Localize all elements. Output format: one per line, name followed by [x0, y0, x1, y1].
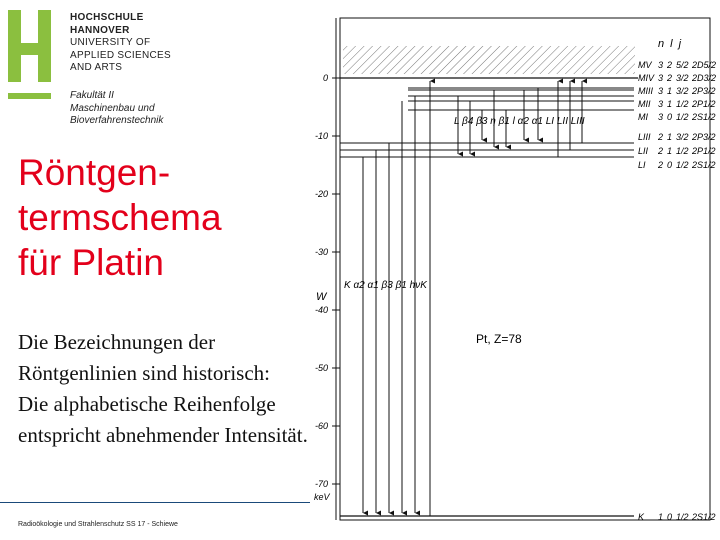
level-name: MIV [638, 73, 655, 83]
level-l: 1 [667, 99, 673, 109]
university-line: HOCHSCHULE [70, 12, 144, 23]
level-j: 1/2 [676, 146, 689, 156]
level-j: 5/2 [676, 60, 689, 70]
energy-level [340, 146, 716, 156]
faculty-name [70, 90, 163, 128]
element-label: Pt, Z=78 [476, 332, 522, 346]
title-line: Röntgen- [18, 152, 171, 193]
level-n: 3 [658, 73, 664, 83]
level-j: 3/2 [676, 132, 689, 142]
hochschule-h-logo-icon [8, 10, 63, 100]
level-j: 3/2 [676, 86, 689, 96]
university-line: AND ARTS [70, 62, 123, 73]
level-l: 0 [667, 512, 673, 522]
level-l: 0 [667, 160, 673, 170]
faculty-line: Fakultät II [70, 90, 114, 101]
energy-level [340, 132, 716, 143]
level-l: 0 [667, 112, 673, 122]
faculty-line: Maschinenbau und [70, 102, 155, 114]
title-line: termschema [18, 197, 222, 238]
l-series-transitions [454, 81, 585, 157]
description-paragraph: Die Bezeichnungen der Röntgenlinien sind historisch: [18, 330, 270, 385]
level-term: 2S1/2 [692, 160, 716, 170]
university-line: UNIVERSITY OF [70, 37, 151, 48]
l-series-label: L β4 β3 η β1 l α2 α1 LI LII LIII [454, 116, 585, 127]
level-l: 1 [667, 132, 673, 142]
level-name: MI [638, 112, 648, 122]
level-name: MII [638, 99, 651, 109]
university-logo [8, 10, 178, 140]
level-n: 3 [658, 60, 664, 70]
continuum-hatched-band [343, 46, 635, 74]
axis-tick-label: -50 [314, 363, 328, 373]
level-term: 2S1/2 [692, 512, 716, 522]
level-name: LII [638, 146, 649, 156]
level-term: 2P1/2 [692, 146, 716, 156]
axis-tick-label: -40 [314, 305, 328, 315]
level-term: 2S1/2 [692, 112, 716, 122]
footer-divider [0, 502, 310, 503]
axis-tick-label: -20 [314, 189, 328, 199]
level-n: 2 [658, 146, 664, 156]
level-j: 1/2 [676, 160, 689, 170]
slide-description [18, 327, 308, 451]
level-term: 2D3/2 [692, 73, 717, 83]
level-j: 1/2 [676, 99, 689, 109]
energy-axis [314, 18, 340, 520]
level-j: 1/2 [676, 512, 689, 522]
axis-tick-label: -30 [314, 247, 328, 257]
level-l: 1 [667, 86, 673, 96]
axis-tick-label: -60 [314, 421, 328, 431]
level-n: 3 [658, 99, 664, 109]
slide-title [18, 150, 222, 285]
level-name: LI [638, 160, 646, 170]
level-l: 2 [667, 60, 673, 70]
energy-levels [340, 60, 716, 522]
slide-footer: Radioökologie und Strahlenschutz SS 17 - Schiewe [18, 521, 178, 528]
axis-tick-label: -70 [314, 479, 328, 489]
axis-label: W [316, 291, 327, 303]
energy-level [340, 157, 716, 170]
level-name: LIII [638, 132, 651, 142]
level-name: K [638, 512, 645, 522]
level-name: MV [638, 60, 652, 70]
university-line: HANNOVER [70, 24, 130, 36]
level-j: 1/2 [676, 112, 689, 122]
level-term: 2D5/2 [692, 60, 717, 70]
k-series-label: K α2 α1 β3 β1 hνK [344, 280, 427, 291]
title-line: für Platin [18, 242, 165, 283]
diagram-frame [340, 18, 710, 520]
level-l: 1 [667, 146, 673, 156]
level-n: 2 [658, 160, 664, 170]
quantum-number-header: n l j [658, 38, 682, 50]
faculty-line: Bioverfahrenstechnik [70, 115, 164, 126]
axis-tick-label: 0 [322, 73, 328, 83]
university-name [70, 12, 171, 75]
level-name: MIII [638, 86, 653, 96]
axis-unit: keV [314, 492, 330, 502]
level-n: 3 [658, 86, 664, 96]
level-j: 3/2 [676, 73, 689, 83]
axis-tick-label: -10 [314, 131, 328, 141]
level-term: 2P3/2 [692, 132, 716, 142]
level-n: 2 [658, 132, 664, 142]
energy-level [408, 99, 716, 109]
xray-term-diagram [308, 0, 720, 540]
level-term: 2P3/2 [692, 86, 716, 96]
level-l: 2 [667, 73, 673, 83]
level-n: 1 [658, 512, 664, 522]
description-paragraph: Die alphabetische Reihenfolge entspricht abnehmender Intensität. [18, 392, 308, 447]
k-series-transitions [344, 81, 430, 516]
level-n: 3 [658, 112, 664, 122]
university-line: APPLIED SCIENCES [70, 49, 171, 61]
level-term: 2P1/2 [692, 99, 716, 109]
